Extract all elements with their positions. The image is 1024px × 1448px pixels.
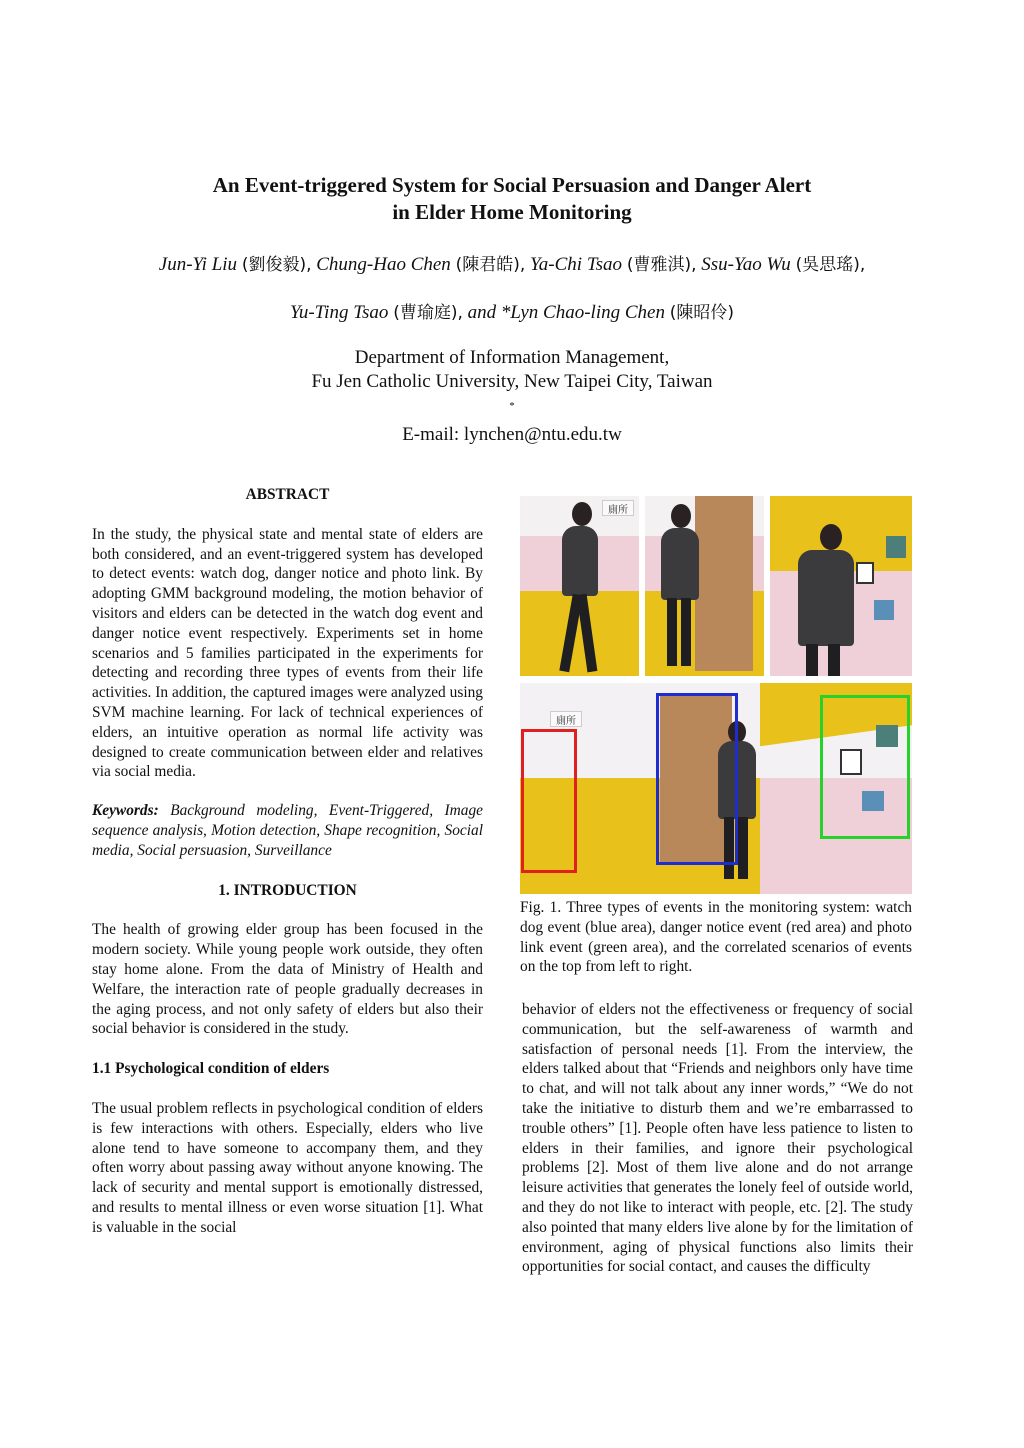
photo-poster	[874, 600, 894, 620]
keywords-paragraph	[92, 801, 483, 860]
person-body	[562, 526, 598, 596]
figure-caption-text: Fig. 1. Three types of events in the monitoring system: watch dog event (blue area), danger notice event (red area) and photo link event (green area), and the correlated scenarios of events on the top from left to right.	[520, 899, 912, 976]
abstract-heading: ABSTRACT	[245, 486, 330, 503]
authors-line-2	[0, 298, 1024, 324]
section-1-1-text: The usual problem reflects in psychological condition of elders is few interactions with others. Especially, elders who live alone tend to have someone to accompany them, and they often worry about passing away without anyone knowing. The lack of security and mental support is emotionally distressed, and results to mental illness or even worse situation [1]. What is valuable in the social	[92, 1099, 483, 1236]
intro-heading: 1. INTRODUCTION	[218, 881, 357, 899]
figure-caption	[520, 898, 912, 977]
right-column	[522, 1000, 913, 1277]
title-line-1: An Event-triggered System for Social Persuasion and Danger Alert	[212, 173, 812, 197]
door	[695, 496, 753, 671]
author-name: Jun-Yi Liu	[158, 254, 238, 275]
person-leg	[667, 598, 677, 666]
photo-link-area-box	[820, 695, 910, 839]
person-leg	[828, 644, 840, 676]
affiliation	[0, 346, 1024, 447]
author-cjk-name: (曹瑜庭),	[393, 303, 463, 323]
restroom-sign: 廁所	[602, 500, 634, 516]
person-head	[820, 524, 842, 550]
title-line-2: in Elder Home Monitoring	[392, 200, 632, 224]
email-line	[0, 394, 1024, 447]
photo-poster	[886, 536, 906, 558]
photo-monitoring-overview	[520, 683, 912, 894]
photo-scenario-1	[520, 496, 639, 676]
person-head	[671, 504, 691, 528]
person-leg	[806, 644, 818, 676]
intro-text: The health of growing elder group has been focused in the modern society. While young people work outside, they often stay home alone. From the data of Ministry of Health and Welfare, the interaction rate of people gradually decreases in the aging process, and not only safety of elders but also their social behavior is considered in the study.	[92, 921, 483, 1038]
author-name: Ssu-Yao Wu	[701, 254, 791, 275]
paper-title	[0, 172, 1024, 226]
left-column	[92, 485, 483, 1238]
restroom-sign: 廁所	[550, 711, 582, 727]
photo-frame	[856, 562, 874, 584]
keywords-label: Keywords:	[92, 802, 159, 820]
university: Fu Jen Catholic University, New Taipei City, Taiwan	[311, 371, 713, 392]
author-name: and *Lyn Chao-ling Chen	[467, 302, 665, 323]
author-cjk-name: (曹雅淇),	[626, 255, 697, 275]
person-body	[661, 528, 699, 600]
photo-scenario-2	[645, 496, 764, 676]
author-cjk-name: (陳君皓),	[455, 255, 526, 275]
section-1-1-heading: 1.1 Psychological condition of elders	[92, 1060, 330, 1078]
author-name: Ya-Chi Tsao	[529, 254, 623, 275]
person-body	[798, 550, 854, 646]
right-column-text: behavior of elders not the effectiveness or frequency of social communication, but the self-awareness of warmth and satisfaction of personal needs [1]. From the interview, the elders talked about that “Friends and neighbors only have time to chat, and will not talk about any inner words,” “We do not take the initiative to disturb them and we’re embarrassed to trouble others” [1]. People often have less patience to listen to elders in their families, and ignore their psychological problems [2]. Most of them live alone and do not arrange leisure activities that generates the lonely feel of outside world, and they do not like to interact with people, etc. [2]. The study also pointed that many elders live alone by for the limitation of environment, aging of physical functions also limits their opportunities for social contact, and causes the difficulty	[522, 1001, 913, 1276]
author-cjk-name: (劉俊毅),	[241, 255, 312, 275]
person-leg	[681, 598, 691, 666]
abstract-text: In the study, the physical state and mental state of elders are both considered, and an event-triggered system has developed to detect events: watch dog, danger notice and photo link. By adopting GMM background modeling, the motion behavior of visitors and elders can be detected in the watch dog event and danger notice event respectively. Experiments set in home scenarios and 5 families participated in the experiments for detecting and recording three types of events from their life activities. In addition, the captured images were analyzed using SVM machine learning. For lack of technical experiences of elders, an intuitive operation as normal life activity was designed to create communication between elder and relatives via social media.	[92, 525, 483, 781]
watch-dog-area-box	[656, 693, 738, 865]
danger-notice-area-box	[521, 729, 577, 873]
person-leg	[738, 817, 748, 879]
email-address[interactable]: E-mail: lynchen@ntu.edu.tw	[402, 424, 622, 446]
keywords-text: Background modeling, Event-Triggered, Image sequence analysis, Motion detection, Shape recognition, Social media, Social persuasion, Surveillance	[92, 802, 483, 859]
author-name: Chung-Hao Chen	[316, 254, 451, 275]
person-head	[572, 502, 592, 526]
author-cjk-name: (吳思瑤),	[795, 255, 866, 275]
author-name: Yu-Ting Tsao	[290, 302, 389, 323]
corresponding-mark: *	[509, 400, 515, 412]
department: Department of Information Management,	[354, 347, 670, 368]
authors-line-1	[0, 250, 1024, 276]
author-cjk-name: (陳昭伶)	[669, 303, 734, 323]
photo-scenario-3	[770, 496, 912, 676]
